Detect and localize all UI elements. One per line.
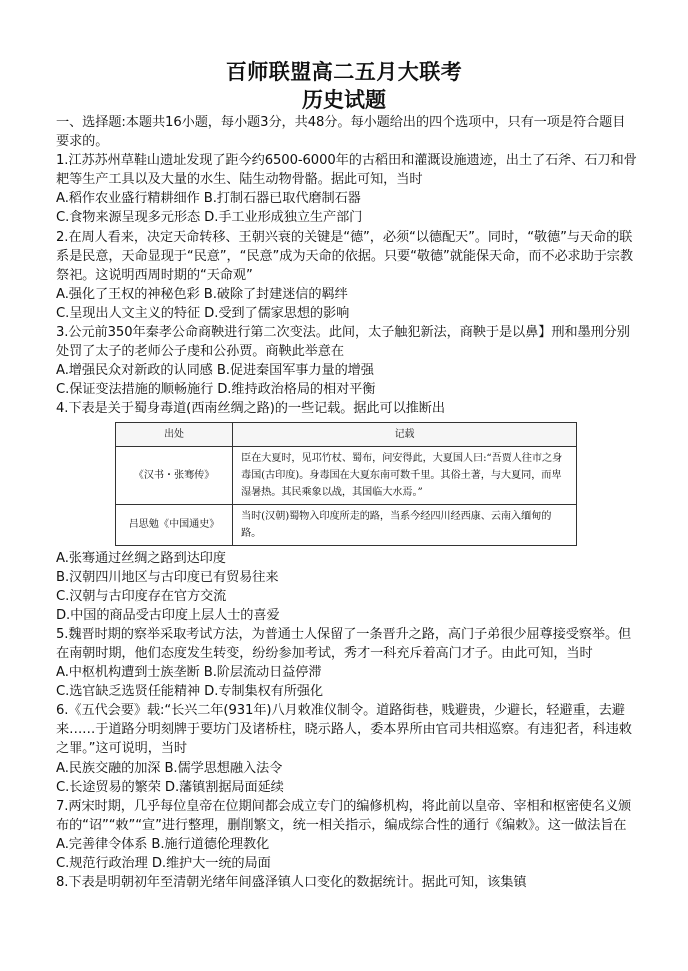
option-line: C.保证变法措施的顺畅施行 D.维持政治格局的相对平衡 [56,382,376,398]
table-cell-record: 臣在大夏时，见邛竹杖、蜀布，问安得此，大夏国人曰:“吾贾人往市之身毒国(古印度)。身毒国在大夏东南可数千里。其俗土著，与大夏同，而卑湿暑热。其民乘象以战，其国临大水焉。” [233,446,577,504]
question-stem: 7.两宋时期，几乎每位皇帝在位期间都会成立专门的编修机构，将此前以皇帝、宰相和枢密使名义颁布的“诏”“敕”“宣”进行整理，删削繁文，统一相关指示，编成综合性的通行《编敕》。这一做法旨在 [56,798,632,833]
option-line: C.呈现出人文主义的特征 D.受到了儒家思想的影响 [56,305,350,321]
question-8 [56,873,638,892]
option-line: A.稻作农业盛行精耕细作 B.打制石器已取代磨制石器 [56,191,361,207]
question-2 [56,228,638,323]
option-line: A.强化了王权的神秘色彩 B.破除了封建迷信的羁绊 [56,286,348,302]
question-1 [56,151,638,227]
question-stem: 8.下表是明朝初年至清朝光绪年间盛泽镇人口变化的数据统计。据此可知，该集镇 [56,875,527,891]
exam-title: 百师联盟高二五月大联考 [225,60,463,84]
option-line: C.汉朝与古印度存在官方交流 [56,588,227,604]
question-stem: 1.江苏苏州草鞋山遗址发现了距今约6500-6000年的古稻田和灌溉设施遗迹，出土了石斧、石刀和骨耙等生产工具以及大量的水生、陆生动物骨骼。据此可知，当时 [56,153,637,188]
table-cell-record: 当时(汉朝)蜀物入印度所走的路，当系今经四川经西康、云南入缅甸的路。 [233,504,577,545]
question-3 [56,323,638,399]
option-line: A.完善律令体系 B.施行道德伦理教化 [56,836,270,852]
table-cell-source: 吕思勉《中国通史》 [116,504,233,545]
question-5 [56,625,638,701]
question-7 [56,797,638,873]
question-4 [56,399,638,624]
option-line: A.增强民众对新政的认同感 B.促进秦国军事力量的增强 [56,363,374,379]
table-cell-source: 《汉书・张骞传》 [116,446,233,504]
option-line: D.中国的商品受古印度上层人士的喜爱 [56,607,280,623]
question-6 [56,701,638,796]
exam-subtitle: 历史试题 [302,88,386,112]
option-line: C.选官缺乏选贤任能精神 D.专制集权有所强化 [56,684,324,700]
section-instructions: 一、选择题:本题共16小题，每小题3分，共48分。每小题给出的四个选项中，只有一项是符合题目要求的。 [56,115,626,150]
option-line: C.食物来源呈现多元形态 D.手工业形成独立生产部门 [56,210,363,226]
question-stem: 3.公元前350年秦孝公命商鞅进行第二次变法。此间，太子触犯新法，商鞅于是以鼻】刑和墨刑分别处罚了太子的老师公子虔和公孙贾。商鞅此举意在 [56,325,630,360]
option-line: A.民族交融的加深 B.儒学思想融入法令 [56,760,283,776]
table-header-row [116,422,577,446]
table-row [116,446,577,504]
column-header-source: 出处 [116,422,233,446]
option-line: C.规范行政治理 D.维护大一统的局面 [56,856,271,871]
question-stem: 2.在周人看来，决定天命转移、王朝兴衰的关键是“德”，必须“以德配天”。同时，“敬德”与天命的联系是民意，天命显现于“民意”，“民意”成为天命的依据。只要“敬德”就能保天命，而不必求助于宗教祭祀。这说明西周时期的“天命观” [56,229,633,283]
option-line: A.中枢机构遭到士族垄断 B.阶层流动日益停滞 [56,665,322,681]
question-stem: 5.魏晋时期的察举采取考试方法，为普通士人保留了一条晋升之路，高门子弟很少屈尊接受察举。但在南朝时期，他们态度发生转变，纷纷参加考试，秀才一科充斥着高门才子。由此可知，当时 [56,626,632,661]
exam-body [56,113,638,892]
question-stem: 4.下表是关于蜀身毒道(西南丝绸之路)的一些记载。据此可以推断出 [56,401,445,417]
question-stem: 6.《五代会要》载:“长兴二年(931年)八月敕准仪制令。道路街巷，贱避贵，少避长，轻避重，去避来……于道路分明刻牌于要坊门及诸桥柱，晓示路人，委本界所由官司共相巡察。有违犯者，科违敕之罪。”这可说明，当时 [56,703,632,757]
option-line: B.汉朝四川地区与古印度已有贸易往来 [56,569,279,585]
option-line: C.长途贸易的繁荣 D.藩镇割据局面延续 [56,779,284,795]
column-header-record: 记载 [233,422,577,446]
records-table [115,422,577,546]
table-row [116,504,577,545]
option-line: A.张骞通过丝绸之路到达印度 [56,550,226,566]
